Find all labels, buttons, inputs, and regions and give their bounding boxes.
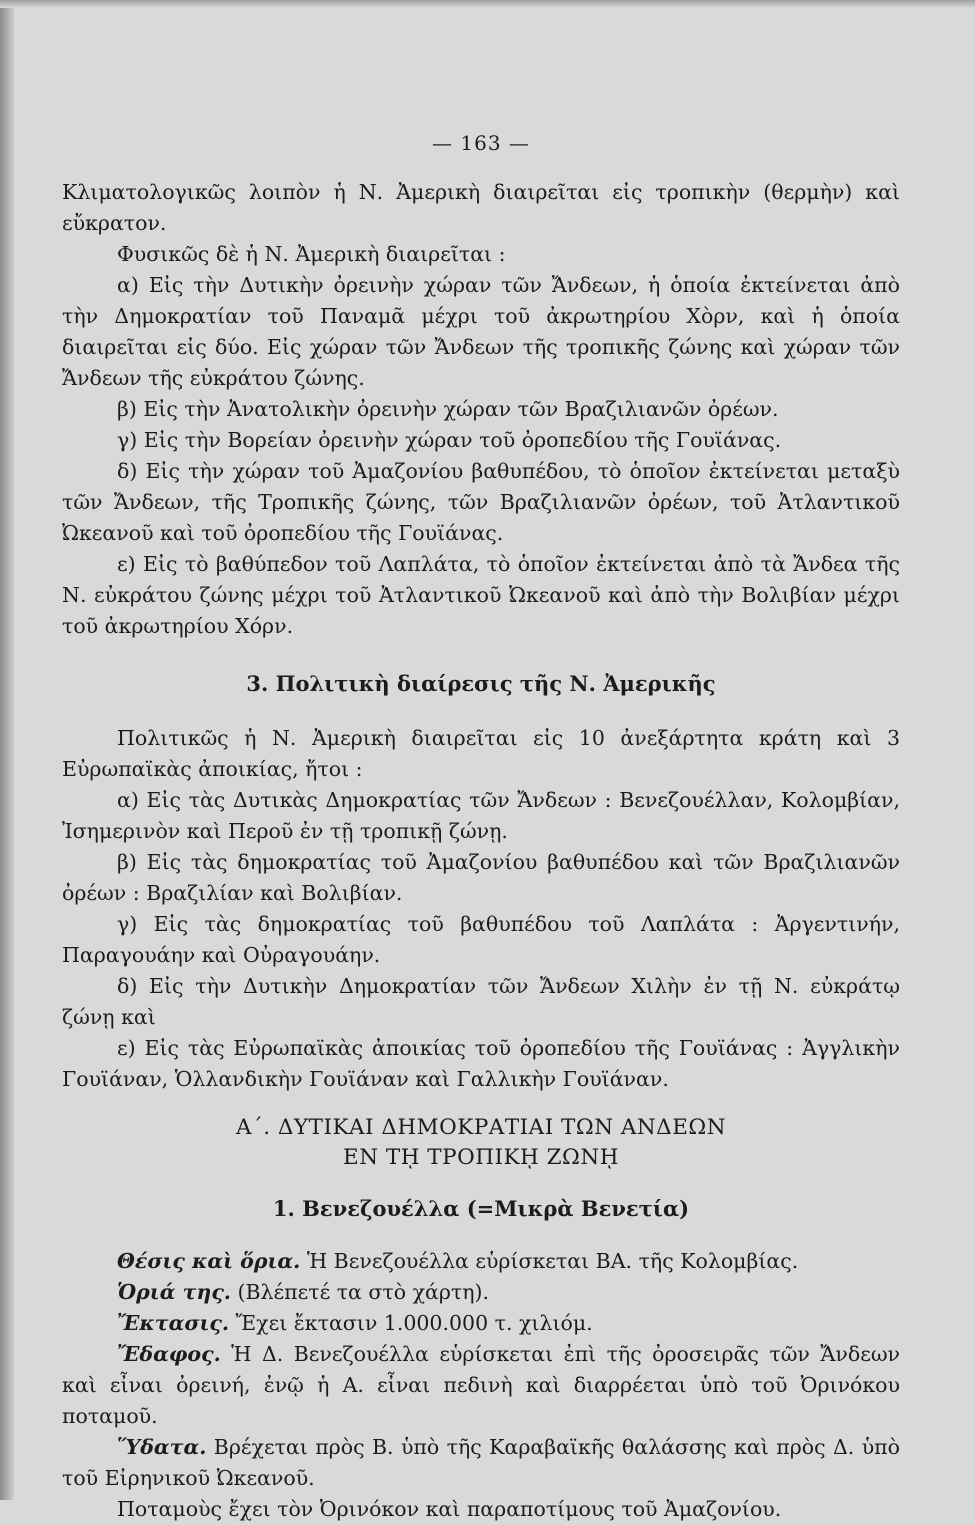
paragraph-political-intro: Πολιτικῶς ἡ Ν. Ἀμερικὴ διαιρεῖται εἰς 10 ἀνεξάρτητα κράτη καὶ 3 Εὐρωπαϊκὰς ἀποικίας, ἤτοι :	[62, 726, 900, 781]
scan-edge-left	[0, 0, 14, 1500]
entry-waters	[62, 1432, 900, 1494]
entry-label: Ὕδατα.	[117, 1435, 207, 1459]
paragraph-physical-intro: Φυσικῶς δὲ ἡ Ν. Ἀμερικὴ διαιρεῖται :	[117, 242, 506, 266]
list-item-beta: β) Εἰς τὴν Ἀνατολικὴν ὀρεινὴν χώραν τῶν Βραζιλιανῶν ὀρέων.	[117, 397, 779, 421]
chapter-heading	[62, 1113, 900, 1173]
political-item-delta: δ) Εἰς τὴν Δυτικὴν Δημοκρατίαν τῶν Ἄνδεων Χιλὴν ἐν τῇ Ν. εὐκράτῳ ζώνῃ καὶ	[62, 974, 900, 1029]
list-item-alpha: α) Εἰς τὴν Δυτικὴν ὀρεινὴν χώραν τῶν Ἄνδεων, ἡ ὁποία ἐκτείνεται ἀπὸ τὴν Δημοκρατίαν τοῦ Παναμᾶ μέχρι τοῦ ἀκρωτηρίου Χὸρν, καὶ ἡ ὁποία διαιρεῖται εἰς δύο. Εἰς χώραν τῶν Ἄνδεων τῆς τροπικῆς ζώνης καὶ χώραν τῶν Ἄνδεων τῆς εὐκράτου ζώνης.	[62, 273, 900, 390]
book-page	[62, 128, 900, 1525]
entry-label: Ἔκτασις.	[117, 1311, 229, 1335]
list-item-gamma: γ) Εἰς τὴν Βορείαν ὀρεινὴν χώραν τοῦ ὀροπεδίου τῆς Γουϊάνας.	[117, 428, 782, 452]
paragraph-rivers: Ποταμοὺς ἔχει τὸν Ὀρινόκον καὶ παραποτίμους τοῦ Ἀμαζονίου.	[117, 1497, 782, 1521]
page-number: — 163 —	[432, 131, 530, 155]
entry-label: Ἔδαφος.	[117, 1342, 221, 1366]
entry-text: Ἔχει ἔκτασιν 1.000.000 τ. χιλιόμ.	[229, 1311, 593, 1335]
list-item-epsilon: ε) Εἰς τὸ βαθύπεδον τοῦ Λαπλάτα, τὸ ὁποῖον ἐκτείνεται ἀπὸ τὰ Ἄνδεα τῆς Ν. εὐκράτου ζώνης μέχρι τοῦ Ἀτλαντικοῦ Ὠκεανοῦ καὶ ἀπὸ τὴν Βολιβίαν μέχρι τοῦ ἀκρωτηρίου Χόρν.	[62, 552, 900, 638]
entry-label: Θέσις καὶ ὅρια.	[117, 1249, 301, 1273]
entry-text: Βρέχεται πρὸς Β. ὑπὸ τῆς Καραβαϊκῆς θαλάσσης καὶ πρὸς Δ. ὑπὸ τοῦ Εἰρηνικοῦ Ὠκεανοῦ.	[62, 1435, 900, 1490]
political-item-beta: β) Εἰς τὰς δημοκρατίας τοῦ Ἀμαζονίου βαθυπέδου καὶ τῶν Βραζιλιανῶν ὀρέων : Βραζιλίαν καὶ Βολιβίαν.	[62, 850, 900, 905]
political-item-gamma: γ) Εἰς τὰς δημοκρατίας τοῦ βαθυπέδου τοῦ Λαπλάτα : Ἀργεντινήν, Παραγουάην καὶ Οὐραγουάην.	[62, 912, 900, 967]
entry-text: (Βλέπετέ τα στὸ χάρτη).	[230, 1280, 490, 1304]
paragraph-climate: Κλιματολογικῶς λοιπὸν ἡ Ν. Ἀμερικὴ διαιρεῖται εἰς τροπικὴν (θερμὴν) καὶ εὔκρατον.	[62, 180, 900, 235]
entry-text: Ἡ Δ. Βενεζουέλλα εὑρίσκεται ἐπὶ τῆς ὀροσειρᾶς τῶν Ἄνδεων καὶ εἶναι ὀρεινή, ἐνῷ ἡ Α. εἶναι πεδινὴ καὶ διαρρέεται ὑπὸ τοῦ Ὀρινόκου ποταμοῦ.	[62, 1342, 900, 1428]
entry-label: Ὁριά της.	[117, 1280, 231, 1304]
entry-area	[62, 1308, 900, 1339]
chapter-heading-line1: Α΄. ΔΥΤΙΚΑΙ ΔΗΜΟΚΡΑΤΙΑΙ ΤΩΝ ΑΝΔΕΩΝ	[235, 1115, 727, 1140]
entry-borders	[62, 1277, 900, 1308]
entry-text: Ἡ Βενεζουέλλα εὑρίσκεται ΒΑ. τῆς Κολομβίας.	[300, 1249, 799, 1273]
list-item-delta: δ) Εἰς τὴν χώραν τοῦ Ἀμαζονίου βαθυπέδου, τὸ ὁποῖον ἐκτείνεται μεταξὺ τῶν Ἄνδεων, τῆς Τροπικῆς ζώνης, τῶν Βραζιλιανῶν ὀρέων, τοῦ Ἀτλαντικοῦ Ὠκεανοῦ καὶ τοῦ ὀροπεδίου τῆς Γουϊάνας.	[62, 459, 900, 545]
scan-edge-top	[0, 0, 975, 8]
chapter-heading-line2: ΕΝ Τῌ ΤΡΟΠΙΚῌ ΖΩΝῌ	[343, 1145, 619, 1170]
political-item-epsilon: ε) Εἰς τὰς Εὐρωπαϊκὰς ἀποικίας τοῦ ὀροπεδίου τῆς Γουϊάνας : Ἀγγλικὴν Γουϊάναν, Ὁλλανδικὴν Γουϊάναν καὶ Γαλλικὴν Γουϊάναν.	[62, 1036, 900, 1091]
entry-terrain	[62, 1339, 900, 1432]
section-heading: 3. Πολιτικὴ διαίρεσις τῆς Ν. Ἀμερικῆς	[246, 671, 716, 696]
entry-position	[62, 1246, 900, 1277]
subsection-heading: 1. Βενεζουέλλα (=Μικρὰ Βενετία)	[272, 1196, 690, 1221]
political-item-alpha: α) Εἰς τὰς Δυτικὰς Δημοκρατίας τῶν Ἄνδεων : Βενεζουέλλαν, Κολομβίαν, Ἰσημερινὸν καὶ Περοῦ ἐν τῇ τροπικῇ ζώνῃ.	[62, 788, 900, 843]
